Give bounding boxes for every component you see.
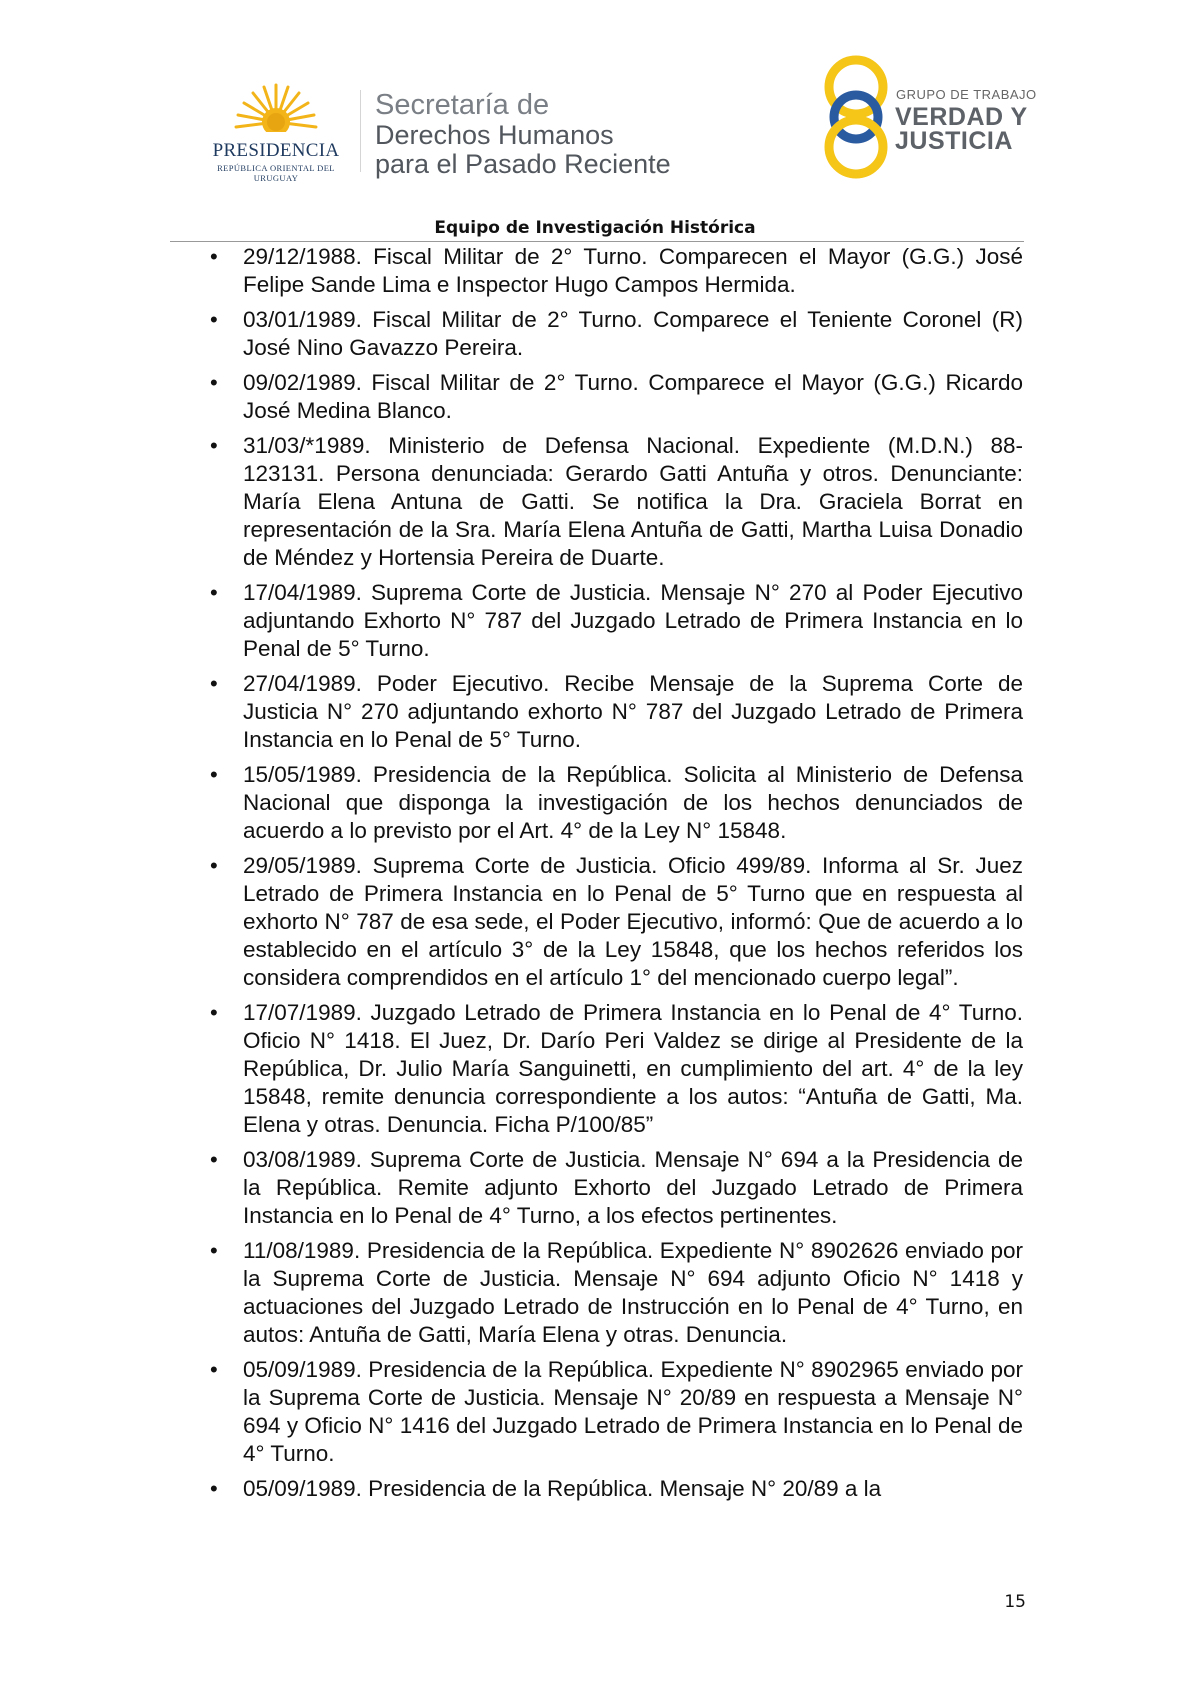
list-item: • 05/09/1989. Presidencia de la República. Mensaje N° 20/89 a la: [243, 1475, 1023, 1503]
page-header: [0, 0, 1190, 238]
list-item: • 03/01/1989. Fiscal Militar de 2° Turno. Comparece el Teniente Coronel (R) José Nino Gavazzo Pereira.: [243, 306, 1023, 362]
presidencia-title: PRESIDENCIA: [212, 140, 340, 161]
list-item: • 05/09/1989. Presidencia de la República. Expediente N° 8902965 enviado por la Suprema Corte de Justicia. Mensaje N° 20/89 en respuesta a Mensaje N° 694 y Oficio N° 1416 del Juzgado Letrado de Primera Instancia en lo Penal de 4° Turno.: [243, 1356, 1023, 1468]
grupo-trabajo-logo: [820, 55, 1050, 180]
list-item: • 27/04/1989. Poder Ejecutivo. Recibe Mensaje de la Suprema Corte de Justicia N° 270 adjuntando exhorto N° 787 del Juzgado Letrado de Primera Instancia en lo Penal de 5° Turno.: [243, 670, 1023, 754]
list-item: • 17/07/1989. Juzgado Letrado de Primera Instancia en lo Penal de 4° Turno. Oficio N° 1418. El Juez, Dr. Darío Peri Valdez se dirige al Presidente de la República, Dr. Julio María Sanguinetti, en cumplimiento del art. 4° de la ley 15848, remite denuncia correspondiente a los autos: “Antuña de Gatti, Ma. Elena y otras. Denuncia. Ficha P/100/85”: [243, 999, 1023, 1139]
verdad-label: VERDAD Y: [895, 103, 1028, 131]
secretaria-line-1: Secretaría de: [375, 89, 550, 121]
secretaria-logo: [375, 90, 671, 179]
chronology-list: [243, 243, 1023, 1510]
sun-emblem-icon: [234, 82, 318, 138]
interlocked-rings-icon: [820, 55, 892, 180]
logo-divider: [360, 90, 361, 172]
secretaria-line-2: Derechos Humanos: [375, 120, 614, 150]
list-item: • 29/05/1989. Suprema Corte de Justicia. Oficio 499/89. Informa al Sr. Juez Letrado de Primera Instancia en lo Penal de 5° Turno que en respuesta al exhorto N° 787 de esa sede, el Poder Ejecutivo, informó: Que de acuerdo a lo establecido en el artículo 3° de la Ley 15848, que los hechos referidos los considera comprendidos en el artículo 1° del mencionado cuerpo legal”.: [243, 852, 1023, 992]
secretaria-line-3: para el Pasado Reciente: [375, 149, 671, 179]
grupo-trabajo-label: GRUPO DE TRABAJO: [896, 87, 1037, 102]
list-item: • 29/12/1988. Fiscal Militar de 2° Turno. Comparecen el Mayor (G.G.) José Felipe Sande Lima e Inspector Hugo Campos Hermida.: [243, 243, 1023, 299]
justicia-label: JUSTICIA: [895, 127, 1013, 155]
header-rule: [170, 241, 1024, 242]
list-item: • 11/08/1989. Presidencia de la República. Expediente N° 8902626 enviado por la Suprema Corte de Justicia. Mensaje N° 694 adjunto Oficio N° 1418 y actuaciones del Juzgado Letrado de Instrucción en lo Penal de 4° Turno, en autos: Antuña de Gatti, María Elena y otras. Denuncia.: [243, 1237, 1023, 1349]
list-item: • 17/04/1989. Suprema Corte de Justicia. Mensaje N° 270 al Poder Ejecutivo adjuntando Exhorto N° 787 del Juzgado Letrado de Primera Instancia en lo Penal de 5° Turno.: [243, 579, 1023, 663]
list-item: • 31/03/*1989. Ministerio de Defensa Nacional. Expediente (M.D.N.) 88-123131. Persona denunciada: Gerardo Gatti Antuña y otros. Denunciante: María Elena Antuna de Gatti. Se notifica la Dra. Graciela Borrat en representación de la Sra. María Elena Antuña de Gatti, Martha Luisa Donadio de Méndez y Hortensia Pereira de Duarte.: [243, 432, 1023, 572]
page-number: 15: [1004, 1592, 1026, 1612]
list-item: • 15/05/1989. Presidencia de la República. Solicita al Ministerio de Defensa Nacional que disponga la investigación de los hechos denunciados de acuerdo a lo previsto por el Art. 4° de la Ley N° 15848.: [243, 761, 1023, 845]
list-item: • 09/02/1989. Fiscal Militar de 2° Turno. Comparece el Mayor (G.G.) Ricardo José Medina Blanco.: [243, 369, 1023, 425]
presidencia-logo: [196, 82, 356, 183]
equipo-heading: Equipo de Investigación Histórica: [434, 218, 756, 238]
presidencia-subtitle: REPÚBLICA ORIENTAL DEL URUGUAY: [217, 163, 335, 183]
list-item: • 03/08/1989. Suprema Corte de Justicia. Mensaje N° 694 a la Presidencia de la República. Remite adjunto Exhorto del Juzgado Letrado de Primera Instancia en lo Penal de 4° Turno, a los efectos pertinentes.: [243, 1146, 1023, 1230]
